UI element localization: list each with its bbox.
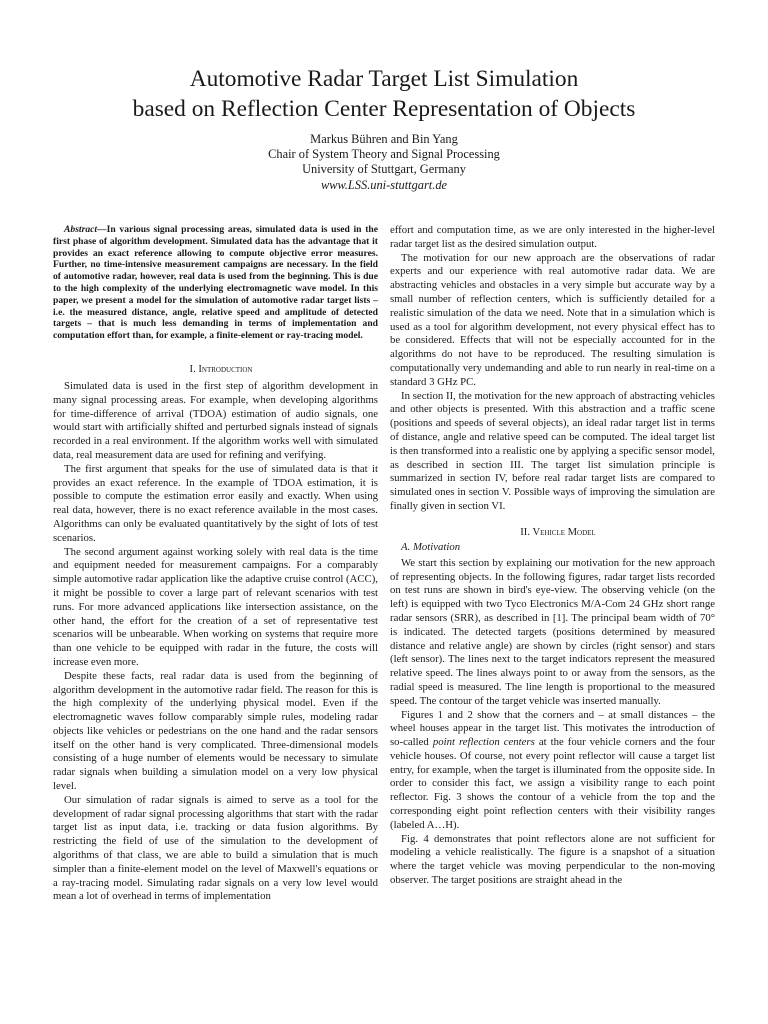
intro-paragraph-3: The second argument against working solely with real data is the time and equipment needed for measurement campaigns. For a comparably simple automotive radar application like the adaptive cruise control (ACC), it might be possible to cover a large part of relevant scenarios with test runs. For more advanced applications like intersection assistance, on the other hand, the effort for the creation of a set of representative test scenarios will be unbearable. When working on systems that require more than one vehicle to be equipped with radar in the future, the costs will increase even more. [53,545,378,668]
intro-paragraph-5-continued: effort and computation time, as we are only interested in the higher-level radar target list as the desired simulation output. [390,224,715,250]
intro-paragraph-7: In section II, the motivation for the new approach of abstracting vehicles and other objects is presented. With this abstraction and a traffic scene (positions and speeds of several objects), an ideal radar target list in terms of distance, angle and relative speed can be computed. The ideal target list is then transformed into a realistic one by applying a specific sensor model, as described in section III. The target list simulation principle is summarized in section IV, before real radar target lists are compared to simulated ones in section V. Possible ways of improving the simulation are finally given in section VI. [390,389,715,512]
abstract-label: Abstract— [64,224,107,235]
motivation-paragraph-1: We start this section by explaining our motivation for the new approach of representing objects. In the following figures, radar target lists recorded on test runs are shown in bird's eye-view. The observing vehicle (on the left) is equipped with two Tyco Electronics M/A-Com 24 GHz short range radar sensors (SRR), as described in [1]. The principal beam width of 70° is indicated. The detected targets (positions determined by measured distance and relative angle) are shown by circles (right sensor) and stars (left sensor). The lines next to the target indicators represent the measured relative speed. The lines always point to or away from the sensors, as the radial speed is measured. The line length is proportional to the measured speed. The contour of the target vehicle was inserted manually. [390,556,715,707]
paper-title [0,64,768,124]
motivation-paragraph-2-end: at the four vehicle corners and the four vehicle houses. Of course, not every point reflector will cause a target list entry, for example, when the target is illuminated from the opposite side. In order to consider this fact, we assign a visibility range to each point reflector. Fig. 3 shows the contour of a vehicle from the top and the corresponding eight point reflection centers with their visibility ranges (labeled A…H). [390,736,715,831]
affiliation-chair: Chair of System Theory and Signal Processing [268,147,500,162]
intro-paragraph-6: The motivation for our new approach are the observations of radar experts and our experience with real automotive radar data. We are abstracting vehicles and obstacles in a very simple but accurate way by a small number of reflection centers, which is sufficiently detailed for a realistic simulation of the data we need. Note that in a simulation which is used as a tool for algorithm development, not every physical effect has to be considered. Effects that will not be especially accounted for in the algorithms do not have to be reproduced. The resulting simulation is computationally very undemanding and able to run nearly in real-time on a standard 3 GHz PC. [390,251,715,388]
section-heading-vehicle-model: II. Vehicle Model [520,526,596,538]
motivation-paragraph-2-start: Figures 1 and 2 show that the corners and – at small distances – the wheel houses appear in the target list. This motivates the introduction of so-called [390,708,715,749]
intro-paragraph-2: The first argument that speaks for the use of simulated data is that it provides an exact reference. In the example of TDOA estimation, it is possible to compute the estimation error easily and exactly. When using real data, however, there is no exact reference available in the most cases. Algorithms can only be evaluated quantitatively by the sight of lots of test scenarios. [53,462,378,544]
author-names: Markus Bühren and Bin Yang [310,132,458,146]
term-point-reflection-centers: point reflection centers [432,736,535,749]
motivation-paragraph-3: Fig. 4 demonstrates that point reflectors alone are not sufficient for modeling a vehicle realistically. The figure is a snapshot of a situation where the target vehicle was moving perpendicular to the non-moving observer. The target positions are straight ahead in the [390,832,715,887]
affiliation-university: University of Stuttgart, Germany [302,162,466,177]
section-heading-introduction: I. Introduction [189,363,253,375]
title-line-1: Automotive Radar Target List Simulation [189,66,579,92]
motivation-paragraph-2 [390,709,715,833]
intro-paragraph-5: Our simulation of radar signals is aimed to serve as a tool for the development of radar signal processing algorithms that start with the radar target list as input data, i.e. tracking or data fusion algorithms. By restricting the field of use of the simulation to the development of algorithms of that class, we are able to build a simulation that is much simpler than a finite-element model on the level of Maxwell's equations or a ray-tracing model. Simulating radar signals on a very low level would mean a lot of overhead in terms of implementation [53,793,378,903]
title-line-2: based on Reflection Center Representation of Objects [132,96,636,122]
intro-paragraph-4: Despite these facts, real radar data is used from the beginning of algorithm development in the automotive radar field. The reason for this is the high complexity of the underlying physical model. Even if the electromagnetic waves follow comparably simple rules, modeling radar objects like vehicles or pedestrians on the one hand and the radar sensors itself on the other hand is very complicated. Three-dimensional models consisting of a huge number of elements would be necessary to simulate radar signals when building a simulation model on a very low physical level. [53,669,378,793]
abstract [53,224,378,342]
intro-paragraph-1: Simulated data is used in the first step of algorithm development in many signal processing areas. For example, when developing algorithms for time-difference of arrival (TDOA) estimation of audio signals, one would start with artificially shifted and perturbed signals instead of signals recorded in a real environment. If the algorithm works well with simulated data, real measurement data are used for refining and verifying. [53,379,378,461]
left-column [53,224,378,904]
subsection-heading-motivation: A. Motivation [401,540,461,553]
right-column [390,224,715,888]
author-url[interactable]: www.LSS.uni-stuttgart.de [320,177,448,192]
abstract-text: In various signal processing areas, simulated data is used in the first phase of algorithm development. Simulated data has the advantage that it provides an exact reference allowing to compute objective error measures. Further, no time-intensive measurement campaigns are necessary. In the field of automotive radar, however, real data is used from the beginning. This is due to the high complexity of the underlying electromagnetic wave model. In this paper, we present a model for the simulation of automotive radar target lists – i.e. the measured distance, angle, relative speed and amplitude of detected targets – that is much less demanding in terms of implementation and computation effort than, for example, a finite-element or ray-tracing model. [53,224,378,342]
author-block [0,132,768,193]
